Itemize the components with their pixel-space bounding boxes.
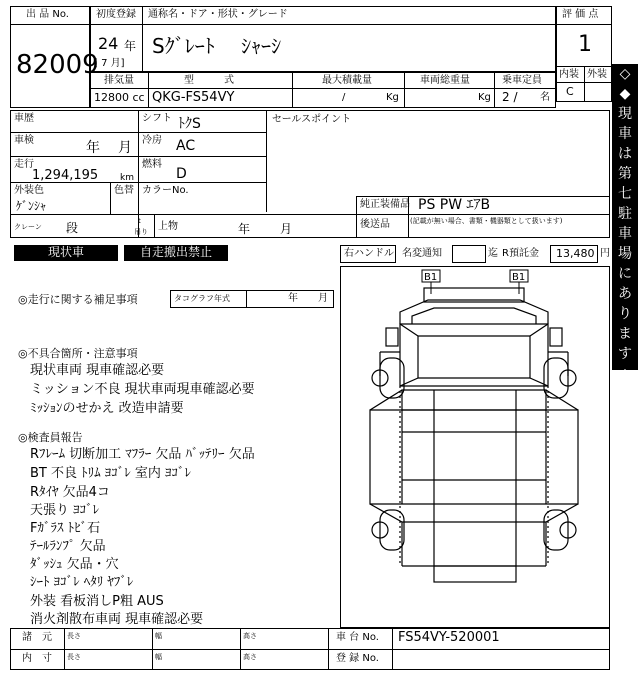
banner-char: ◇ <box>619 66 631 82</box>
crane-lift: 吊り <box>134 228 148 236</box>
first-registration-label: 初度登録 <box>96 9 136 20</box>
first-registration-year: 24 <box>98 34 119 53</box>
fuel-label: 燃料 <box>142 159 162 170</box>
width-label: 幅 <box>155 632 162 640</box>
model-label: 型 式 <box>184 75 234 86</box>
crane-stages: 段 <box>66 221 79 235</box>
banner-char: す <box>618 346 632 362</box>
inspection-year: 年 <box>86 140 100 156</box>
inspector-line: Rﾌﾚｰﾑ 切断加工 ﾏﾌﾗｰ 欠品 ﾊﾞｯﾃﾘｰ 欠品 <box>30 447 255 462</box>
banner-char: 場 <box>618 246 632 262</box>
retrofit-note: (記載が無い場合、書類・機器類として扱います) <box>410 217 563 225</box>
yen-unit: 円 <box>600 248 610 259</box>
no-self-drive-badge: 自走搬出禁止 <box>124 245 228 261</box>
max-load-slash: / <box>342 92 346 103</box>
inspector-line: 消火剤散布車両 現車確認必要 <box>30 612 204 627</box>
shift-label: シフト <box>142 113 172 124</box>
length-label: 長さ <box>67 632 81 640</box>
chassis-number: FS54VY-520001 <box>398 630 500 645</box>
upper-body-label: 上物 <box>158 221 178 232</box>
upper-body-year: 年 <box>238 222 251 236</box>
right-hand-drive: 右ハンドル <box>344 248 394 259</box>
banner-char: ◆ <box>619 366 631 382</box>
inspector-line: Fｶﾞﾗｽ ﾄﾋﾞ石 <box>30 521 101 536</box>
inspector-title: ◎検査員報告 <box>18 431 83 444</box>
shift-value: ﾄｸS <box>178 116 201 132</box>
b1-front-left: B1 <box>424 272 438 283</box>
dimensions-label: 諸 元 <box>22 632 52 643</box>
banner-char: ま <box>618 326 632 342</box>
fuel-value: D <box>176 166 187 182</box>
interior-grade-value: C <box>566 85 574 98</box>
banner-char: 駐 <box>618 206 632 222</box>
registration-number-label: 登 録 No. <box>336 653 379 664</box>
sales-point-label: セールスポイント <box>272 114 352 125</box>
inspection-month: 月 <box>118 140 132 156</box>
inspector-line: Rﾀｲﾔ 欠品4コ <box>30 485 110 500</box>
crane-label: クレーン <box>14 223 42 231</box>
tachograph-year: 年 <box>288 293 298 304</box>
color-change-label: 色替 <box>114 185 134 196</box>
grade: Sｸﾞﾚｰﾄ ｼｬｰｼ <box>152 34 282 58</box>
equipment-value: PS PW ｴｱB <box>418 197 491 213</box>
banner-char: り <box>618 306 632 322</box>
exterior-grade-label: 外装 <box>587 69 607 80</box>
rating-value: 1 <box>578 32 592 57</box>
deadline-label: 迄 <box>488 248 498 259</box>
equipment-label: 純正装備品 <box>360 199 410 210</box>
lot-number-label: 出 品 No. <box>26 9 69 20</box>
gross-weight-unit: Kg <box>478 92 491 103</box>
displacement-value: 12800 cc <box>94 91 145 104</box>
name-grade-label: 通称名・ドア・形状・グレード <box>148 9 288 20</box>
inspector-line: ﾀﾞｯｼｭ 欠品・穴 <box>30 557 119 572</box>
interior-width-label: 幅 <box>155 653 162 661</box>
interior-grade-label: 内装 <box>559 69 579 80</box>
recycle-value: 13,480 <box>556 247 595 260</box>
side-banner <box>612 64 638 402</box>
interior-dims-label: 内 寸 <box>22 653 52 664</box>
lot-number: 82009 <box>16 50 99 80</box>
defect-line: ﾐｯｼｮﾝのせかえ 改造申請要 <box>30 401 184 416</box>
chassis-number-label: 車 台 No. <box>336 632 379 643</box>
tachograph-label: タコグラフ年式 <box>174 294 230 303</box>
banner-char: に <box>618 266 632 282</box>
inspection-label: 車検 <box>14 135 34 146</box>
interior-length-label: 長さ <box>67 653 81 661</box>
interior-height-label: 高さ <box>243 653 257 661</box>
first-registration-month: [ 7 月] <box>94 58 125 69</box>
recycle-label: R預託金 <box>502 248 539 259</box>
b1-front-right: B1 <box>512 272 526 283</box>
name-change-label: 名変通知 <box>402 248 442 259</box>
tachograph-month: 月 <box>318 293 328 304</box>
banner-char: 第 <box>618 166 632 182</box>
banner-char: は <box>618 146 632 162</box>
current-car-badge: 現状車 <box>14 245 118 261</box>
inspector-line: BT 不良 ﾄﾘﾑ ﾖｺﾞﾚ 室内 ﾖｺﾞﾚ <box>30 466 192 481</box>
max-load-unit: Kg <box>386 92 399 103</box>
model-value: QKG-FS54VY <box>152 90 235 105</box>
defects-title: ◎不具合箇所・注意事項 <box>18 347 138 360</box>
rating-label: 評 価 点 <box>562 9 599 20</box>
gross-weight-label: 車両総重量 <box>420 75 470 86</box>
color-code-label: カラーNo. <box>142 185 189 196</box>
driving-notes-title: ◎走行に関する補足事項 <box>18 293 138 306</box>
banner-char: 車 <box>618 126 632 142</box>
retrofit-label: 後送品 <box>360 219 390 230</box>
banner-char: ◇ <box>619 386 631 402</box>
displacement-label: 排気量 <box>104 75 134 86</box>
banner-char: 七 <box>618 186 632 202</box>
inspector-line: 天張り ﾖｺﾞﾚ <box>30 503 100 518</box>
capacity-value: 2 / <box>502 90 518 104</box>
inspector-line: ｼｰﾄ ﾖｺﾞﾚ ﾍﾀﾘ ﾔﾌﾞﾚ <box>30 575 134 590</box>
exterior-color-value: ｹﾞﾝｼｬ <box>16 199 47 213</box>
crane-ton: t <box>138 217 141 225</box>
first-registration-year-unit: 年 <box>124 39 137 53</box>
banner-char: 現 <box>618 106 632 122</box>
name-change-box <box>452 245 486 263</box>
truck-diagram <box>340 266 610 628</box>
banner-char: 車 <box>618 226 632 242</box>
defect-line: 現状車両 現車確認必要 <box>30 363 165 378</box>
upper-body-month: 月 <box>280 222 293 236</box>
mileage-value: 1,294,195 <box>32 168 99 183</box>
ac-value: AC <box>176 138 196 154</box>
banner-char: ◆ <box>619 86 631 102</box>
capacity-unit: 名 <box>540 92 550 103</box>
exterior-color-label: 外装色 <box>14 185 44 196</box>
mileage-unit: km <box>120 173 134 183</box>
max-load-label: 最大積載量 <box>322 75 372 86</box>
banner-char: あ <box>618 286 632 302</box>
inspector-line: ﾃｰﾙﾗﾝﾌﾟ 欠品 <box>30 539 106 554</box>
height-label: 高さ <box>243 632 257 640</box>
defect-line: ミッション不良 現状車両現車確認必要 <box>30 382 255 397</box>
capacity-label: 乗車定員 <box>502 75 542 86</box>
history-label: 車歴 <box>14 113 34 124</box>
inspector-line: 外装 看板消しP粗 AUS <box>30 594 164 609</box>
mileage-label: 走行 <box>14 159 34 170</box>
ac-label: 冷房 <box>142 135 162 146</box>
